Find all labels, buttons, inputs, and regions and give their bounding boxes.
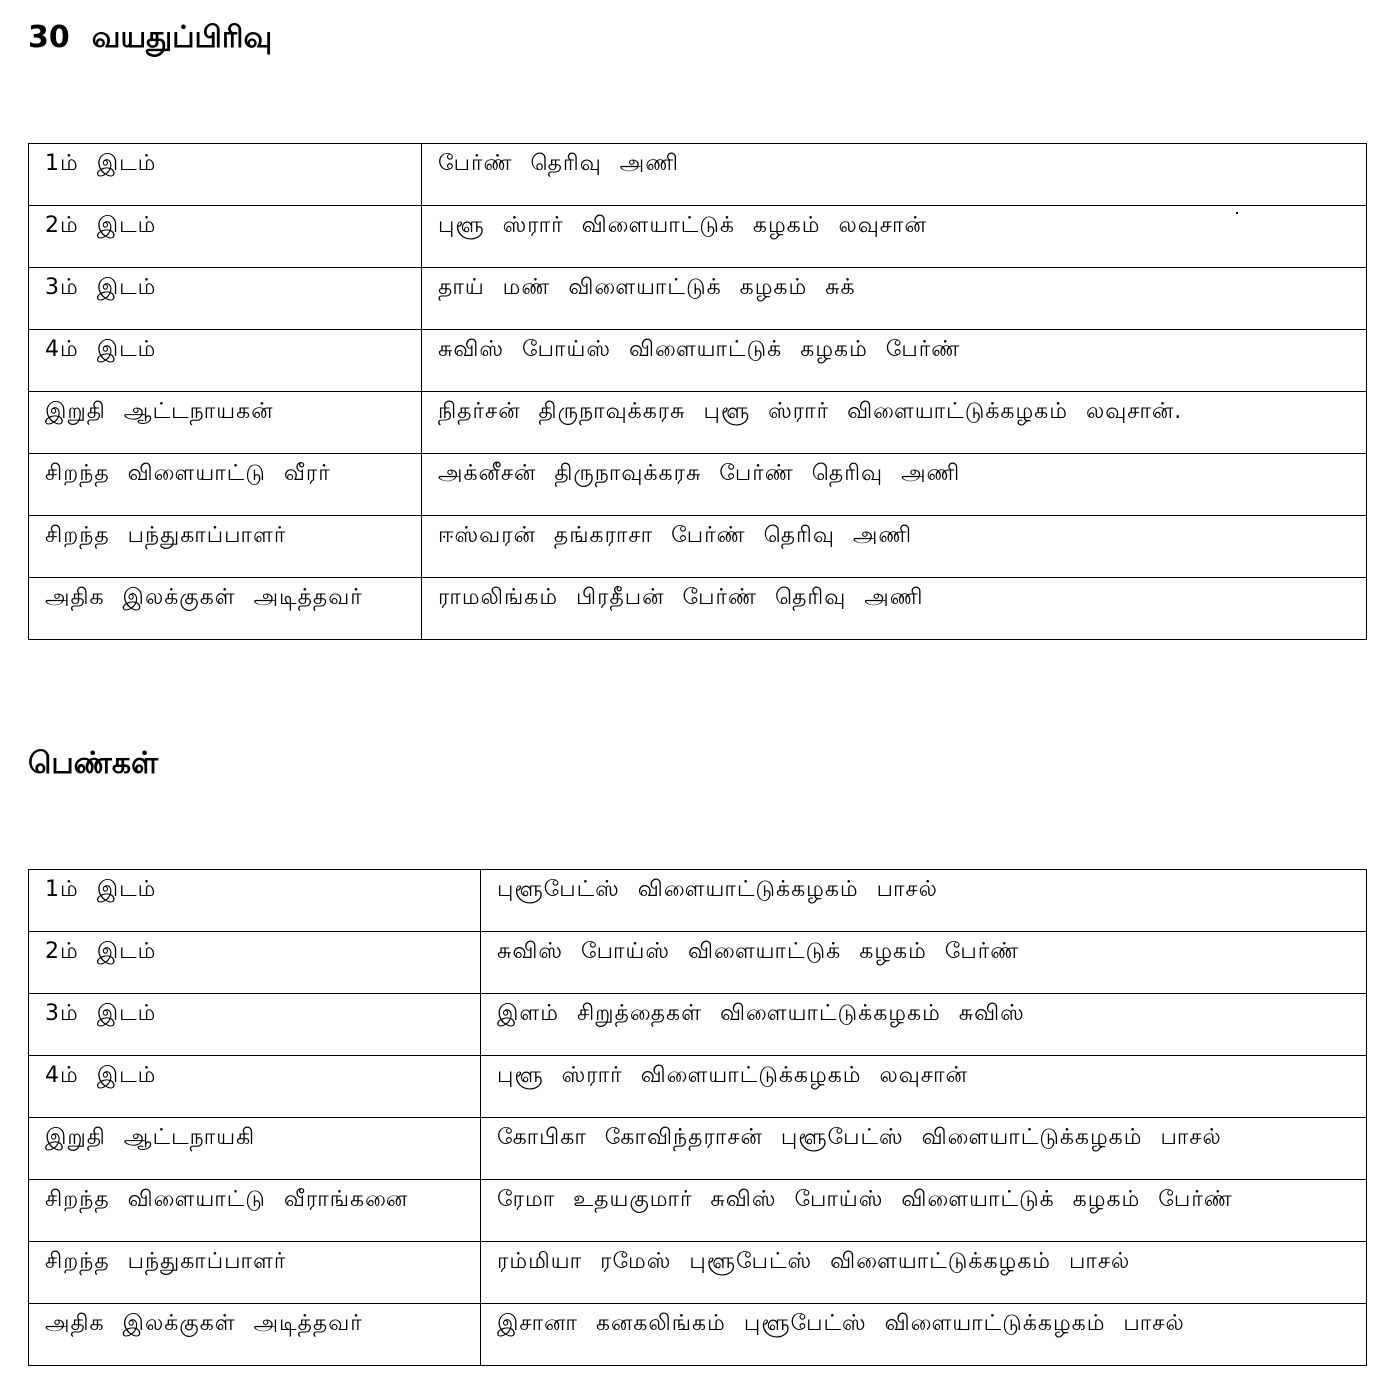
row-label: அதிக இலக்குகள் அடித்தவர் xyxy=(29,578,422,640)
table-row xyxy=(29,268,1367,330)
heading-text: பெண்கள் xyxy=(28,746,159,781)
table-row xyxy=(29,144,1367,206)
row-label: 2ம் இடம் xyxy=(29,206,422,268)
row-label: 4ம் இடம் xyxy=(29,1056,481,1118)
row-value: புளூ ஸ்ரார் விளையாட்டுக்கழகம் லவுசான் xyxy=(481,1056,1367,1118)
table-row xyxy=(29,870,1367,932)
section-heading-women xyxy=(28,744,158,784)
row-value: அக்னீசன் திருநாவுக்கரசு பேர்ண் தெரிவு அணி xyxy=(422,454,1367,516)
row-value: சுவிஸ் போய்ஸ் விளையாட்டுக் கழகம் பேர்ண் xyxy=(481,932,1367,994)
row-label: இறுதி ஆட்டநாயகி xyxy=(29,1118,481,1180)
row-label: இறுதி ஆட்டநாயகன் xyxy=(29,392,422,454)
table-row xyxy=(29,994,1367,1056)
table-row xyxy=(29,932,1367,994)
row-label: சிறந்த விளையாட்டு வீரர் xyxy=(29,454,422,516)
row-label: சிறந்த பந்துகாப்பாளர் xyxy=(29,1242,481,1304)
row-label: 3ம் இடம் xyxy=(29,268,422,330)
row-value: நிதர்சன் திருநாவுக்கரசு புளூ ஸ்ரார் விளையாட்டுக்கழகம் லவுசான். xyxy=(422,392,1367,454)
row-label: 2ம் இடம் xyxy=(29,932,481,994)
row-value: தாய் மண் விளையாட்டுக் கழகம் சுக் xyxy=(422,268,1367,330)
row-value: கோபிகா கோவிந்தராசன் புளூபேட்ஸ் விளையாட்டுக்கழகம் பாசல் xyxy=(481,1118,1367,1180)
row-label: சிறந்த விளையாட்டு வீராங்கனை xyxy=(29,1180,481,1242)
results-table-women xyxy=(28,869,1367,1366)
row-label: 4ம் இடம் xyxy=(29,330,422,392)
table-row xyxy=(29,330,1367,392)
table-row xyxy=(29,206,1367,268)
row-label: சிறந்த பந்துகாப்பாளர் xyxy=(29,516,422,578)
row-value: பேர்ண் தெரிவு அணி xyxy=(422,144,1367,206)
row-value: ராமலிங்கம் பிரதீபன் பேர்ண் தெரிவு அணி xyxy=(422,578,1367,640)
row-value: ஈஸ்வரன் தங்கராசா பேர்ண் தெரிவு அணி xyxy=(422,516,1367,578)
heading-text: வயதுப்பிரிவு xyxy=(91,20,273,55)
table-row xyxy=(29,516,1367,578)
table-row xyxy=(29,1304,1367,1366)
table-row xyxy=(29,1056,1367,1118)
row-value: ரேமா உதயகுமார் சுவிஸ் போய்ஸ் விளையாட்டுக் கழகம் பேர்ண் xyxy=(481,1180,1367,1242)
row-value: புளூபேட்ஸ் விளையாட்டுக்கழகம் பாசல் xyxy=(481,870,1367,932)
table-row xyxy=(29,454,1367,516)
row-label: அதிக இலக்குகள் அடித்தவர் xyxy=(29,1304,481,1366)
table-row xyxy=(29,392,1367,454)
row-label: 1ம் இடம் xyxy=(29,144,422,206)
table-row xyxy=(29,578,1367,640)
row-value: ரம்மியா ரமேஸ் புளூபேட்ஸ் விளையாட்டுக்கழகம் பாசல் xyxy=(481,1242,1367,1304)
row-label: 1ம் இடம் xyxy=(29,870,481,932)
row-value: புளூ ஸ்ரார் விளையாட்டுக் கழகம் லவுசான் xyxy=(422,206,1367,268)
results-table-age-30 xyxy=(28,143,1367,640)
heading-number: 30 xyxy=(28,20,70,55)
table-row xyxy=(29,1242,1367,1304)
table-row xyxy=(29,1180,1367,1242)
section-heading-age-30 xyxy=(28,18,272,58)
row-value: இசானா கனகலிங்கம் புளூபேட்ஸ் விளையாட்டுக்கழகம் பாசல் xyxy=(481,1304,1367,1366)
row-value: சுவிஸ் போய்ஸ் விளையாட்டுக் கழகம் பேர்ண் xyxy=(422,330,1367,392)
stray-dot xyxy=(1236,212,1238,214)
row-label: 3ம் இடம் xyxy=(29,994,481,1056)
table-row xyxy=(29,1118,1367,1180)
row-value: இளம் சிறுத்தைகள் விளையாட்டுக்கழகம் சுவிஸ் xyxy=(481,994,1367,1056)
